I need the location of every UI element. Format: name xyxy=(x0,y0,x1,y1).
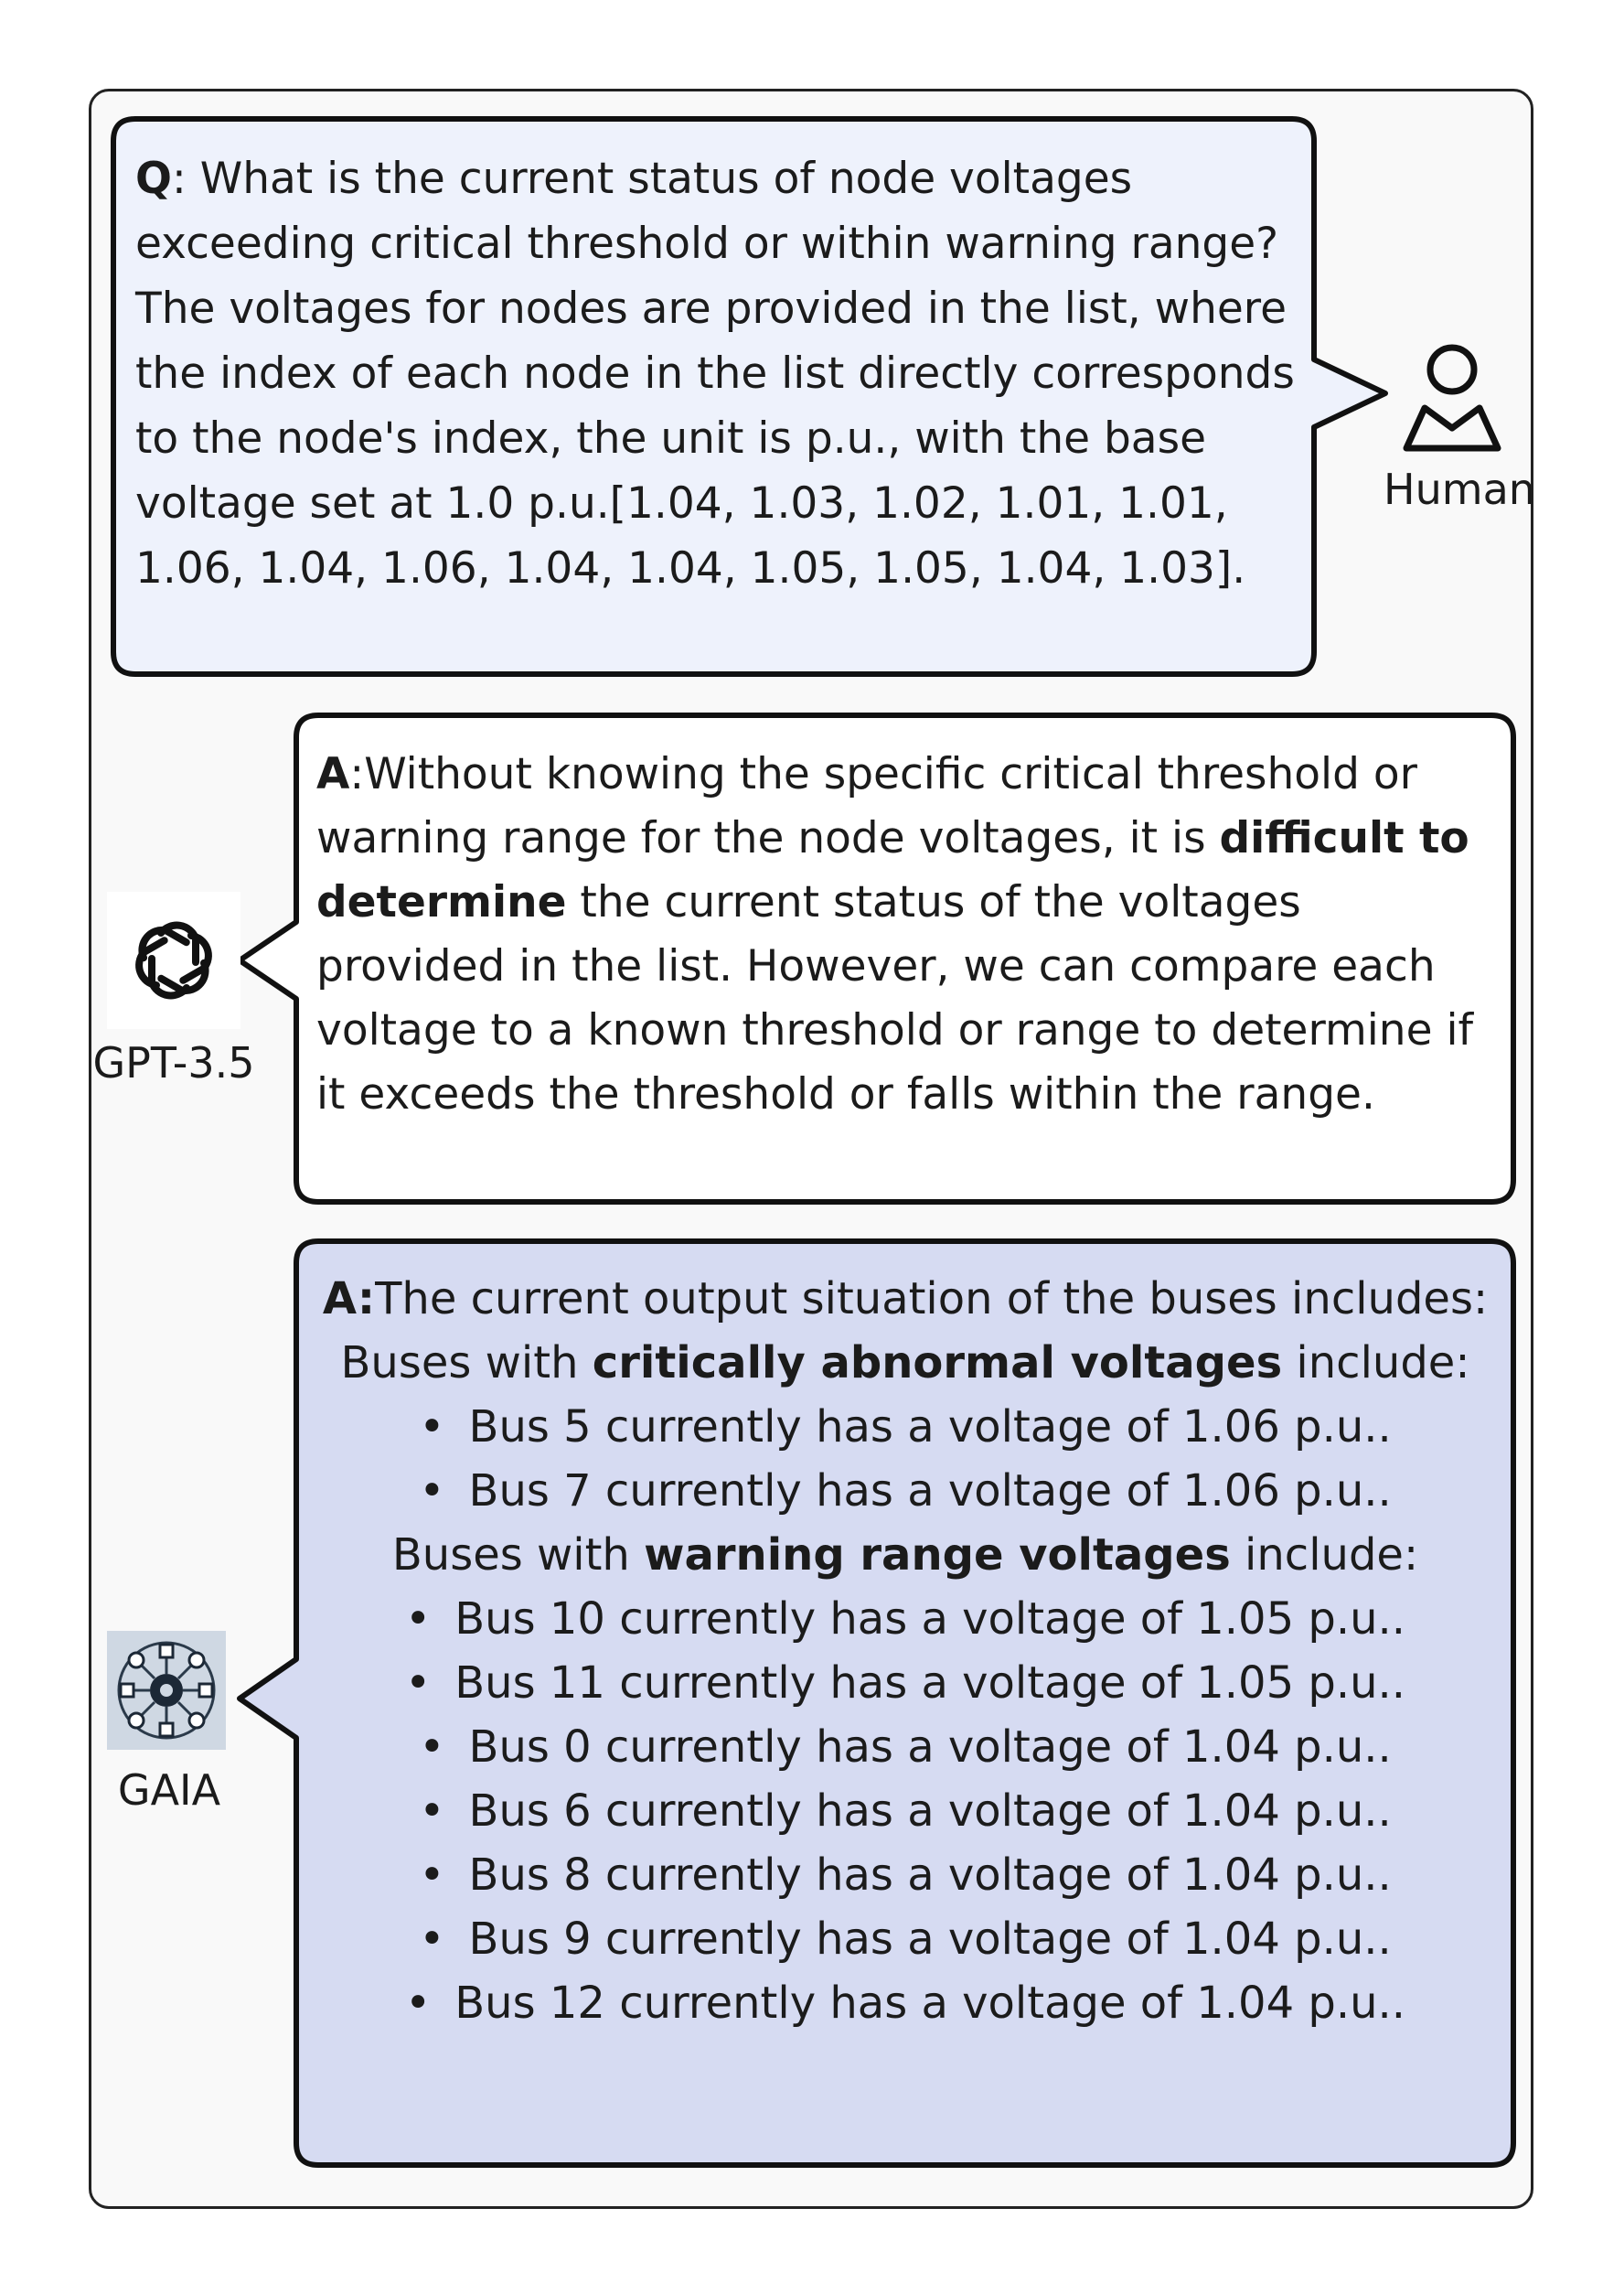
gpt-answer-bold: difficult to determine xyxy=(316,813,1469,927)
gpt-answer-prefix: A xyxy=(316,749,350,799)
list-item: • Bus 11 currently has a voltage of 1.05 p.u.. xyxy=(302,1651,1509,1715)
human-label: Human xyxy=(1384,465,1535,514)
question-text xyxy=(135,146,1306,601)
critical-list xyxy=(302,1395,1509,1523)
list-item: • Bus 0 currently has a voltage of 1.04 p.u.. xyxy=(302,1715,1509,1779)
gpt-answer-part1: :Without knowing the specific critical threshold or warning range for the node voltages, it is xyxy=(316,749,1417,863)
gpt-answer-text xyxy=(316,743,1496,1127)
question-prefix: Q xyxy=(135,154,172,204)
gaia-answer-text xyxy=(302,1267,1509,2035)
list-item: • Bus 10 currently has a voltage of 1.05 p.u.. xyxy=(302,1587,1509,1651)
critical-heading: Buses with critically abnormal voltages include: xyxy=(340,1337,1470,1388)
warning-heading: Buses with warning range voltages include: xyxy=(391,1529,1419,1581)
list-item: • Bus 5 currently has a voltage of 1.06 p.u.. xyxy=(302,1395,1509,1459)
gaia-logo-icon xyxy=(107,1631,226,1750)
openai-logo-icon xyxy=(107,892,240,1029)
question-line2: The voltages for nodes are provided in the list, where the index of each node in the list directly corresponds to the node's index, the unit is p.u., with the base voltage set at 1.0 p.u.[1.04, 1.03, 1.02, 1.01, 1.01, 1.06, 1.04, 1.06, 1.04, 1.04, 1.05, 1.05, 1.04, 1.03]. xyxy=(135,284,1295,594)
question-line1: : What is the current status of node voltages exceeding critical threshold or within warning range? xyxy=(135,154,1279,269)
list-item: • Bus 12 currently has a voltage of 1.04 p.u.. xyxy=(302,1971,1509,2035)
list-item: • Bus 8 currently has a voltage of 1.04 p.u.. xyxy=(302,1843,1509,1907)
human-icon xyxy=(1397,340,1507,457)
gaia-answer-intro: A:The current output situation of the buses includes: xyxy=(322,1273,1489,1324)
list-item: • Bus 9 currently has a voltage of 1.04 p.u.. xyxy=(302,1907,1509,1971)
gaia-answer-prefix: A: xyxy=(322,1273,376,1324)
gaia-label: GAIA xyxy=(117,1765,221,1815)
list-item: • Bus 6 currently has a voltage of 1.04 p.u.. xyxy=(302,1779,1509,1843)
list-item: • Bus 7 currently has a voltage of 1.06 p.u.. xyxy=(302,1459,1509,1523)
gpt-label: GPT-3.5 xyxy=(92,1038,255,1088)
gpt-answer-part2: the current status of the voltages provided in the list. However, we can compare each voltage to a known threshold or range to determine if it exceeds the threshold or falls within the range. xyxy=(316,877,1474,1120)
warning-list xyxy=(302,1587,1509,2035)
